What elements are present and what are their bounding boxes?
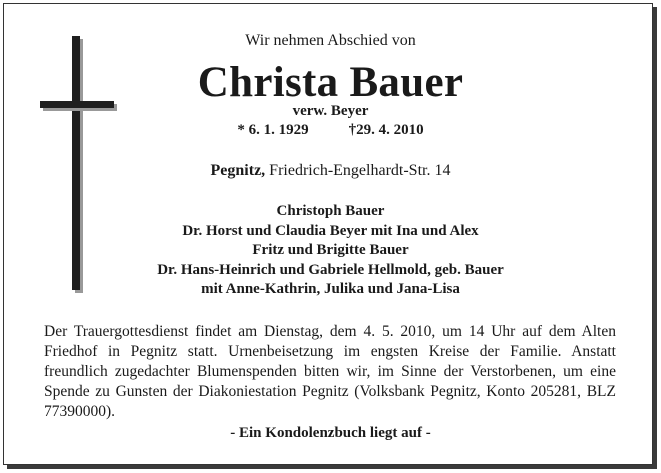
service-details — [44, 322, 616, 422]
closing-note: - Ein Kondolenzbuch liegt auf - — [230, 425, 431, 441]
mourner-line: Christoph Bauer — [276, 203, 385, 219]
address-street: Friedrich-Engelhardt-Str. 14 — [269, 162, 451, 179]
service-paragraph: Der Trauergottesdienst findet am Dienstag, dem 4. 5. 2010, um 14 Uhr auf dem Alten Friedhof in Pegnitz statt. Urnenbeisetzung im engsten Kreise der Familie. Anstatt freundlich zugedachter Blumenspenden bitten wir, im Sinne der Verstorbenen, um eine Spende zu Gunsten der Diakoniestation Pegnitz (Volksbank Pegnitz, Konto 205281, BLZ 77390000). — [44, 323, 616, 420]
death-date: †29. 4. 2010 — [348, 122, 424, 138]
mourner-line: mit Anne-Kathrin, Julika und Jana-Lisa — [201, 281, 460, 297]
life-dates — [0, 122, 661, 139]
widowed-name: verw. Beyer — [292, 103, 369, 119]
birth-date: * 6. 1. 1929 — [237, 122, 309, 138]
mourners-list — [0, 202, 661, 300]
address — [0, 162, 661, 180]
intro-text: Wir nehmen Abschied von — [245, 32, 416, 49]
mourner-line: Fritz und Brigitte Bauer — [252, 242, 409, 258]
address-city: Pegnitz, — [210, 162, 266, 179]
deceased-name: Christa Bauer — [197, 59, 464, 106]
mourner-line: Dr. Horst und Claudia Beyer mit Ina und Alex — [182, 222, 479, 239]
mourner-line: Dr. Hans-Heinrich und Gabriele Hellmold, geb. Bauer — [157, 261, 504, 278]
